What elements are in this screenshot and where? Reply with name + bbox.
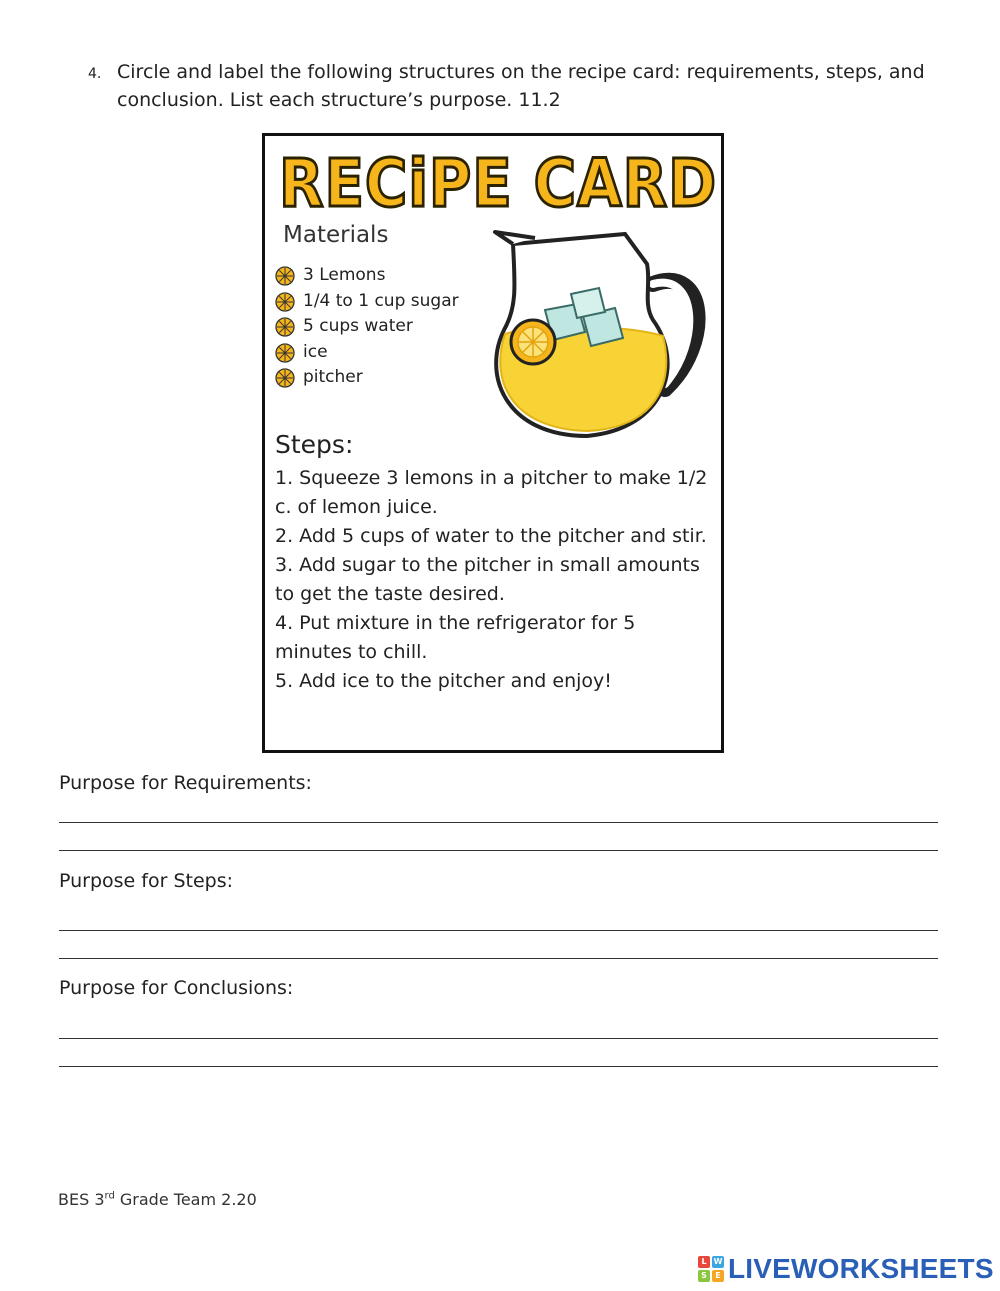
material-label: 3 Lemons: [303, 265, 386, 285]
step-item: 2. Add 5 cups of water to the pitcher and stir.: [275, 525, 707, 547]
recipe-card-title-text: RECiPE CARD: [279, 145, 717, 222]
materials-list: [273, 263, 459, 391]
step-item: 5. Add ice to the pitcher and enjoy!: [275, 670, 612, 692]
steps-heading: Steps:: [275, 430, 354, 459]
liveworksheets-logo-icon: [698, 1256, 724, 1282]
material-label: 5 cups water: [303, 316, 413, 336]
recipe-card-title: [273, 140, 723, 222]
footer-team-suffix: Grade Team 2.20: [114, 1190, 257, 1209]
step-item: 1. Squeeze 3 lemons in a pitcher to make 1/2 c. of lemon juice.: [275, 467, 708, 518]
material-item: [273, 289, 459, 315]
step-item: 3. Add sugar to the pitcher in small amounts to get the taste desired.: [275, 554, 700, 605]
question-4: [88, 58, 968, 114]
prompt-requirements: Purpose for Requirements:: [59, 772, 312, 794]
steps-list: [275, 464, 715, 696]
prompt-steps: Purpose for Steps:: [59, 870, 234, 892]
step-item: 4. Put mixture in the refrigerator for 5 minutes to chill.: [275, 612, 636, 663]
answer-line-steps-2[interactable]: [59, 958, 938, 959]
lemon-slice-icon: [275, 343, 295, 363]
materials-heading: Materials: [283, 222, 389, 248]
recipe-card: [262, 133, 724, 753]
answer-line-requirements-1[interactable]: [59, 822, 938, 823]
answer-line-requirements-2[interactable]: [59, 850, 938, 851]
footer-team-prefix: BES 3: [58, 1190, 105, 1209]
logo-tile: W: [713, 1257, 723, 1266]
logo-tile: S: [698, 1270, 710, 1282]
lemon-slice-icon: [275, 292, 295, 312]
material-label: 1/4 to 1 cup sugar: [303, 290, 459, 311]
lemon-slice-icon: [275, 368, 295, 388]
question-text: Circle and label the following structures on the recipe card: requirements, steps, and conclusion. List each structure’s purpose. 11.2: [117, 61, 925, 111]
lemon-slice-icon: [275, 266, 295, 286]
material-label: pitcher: [303, 367, 363, 387]
lemonade-pitcher-illustration: [475, 224, 705, 452]
answer-line-conclusions-1[interactable]: [59, 1038, 938, 1039]
liveworksheets-logo-text: LIVEWORKSHEETS: [728, 1253, 994, 1284]
footer-credit: [58, 1190, 257, 1209]
material-item: [273, 263, 459, 289]
liveworksheets-logo[interactable]: [698, 1254, 994, 1284]
lemon-slice-icon: [275, 317, 295, 337]
answer-line-conclusions-2[interactable]: [59, 1066, 938, 1067]
material-item: [273, 340, 459, 366]
footer-team-sup: rd: [104, 1190, 115, 1202]
prompt-conclusions: Purpose for Conclusions:: [59, 977, 294, 999]
material-item: [273, 314, 459, 340]
logo-tile: L: [698, 1256, 710, 1268]
logo-tile: E: [712, 1270, 724, 1282]
material-item: [273, 365, 459, 391]
answer-line-steps-1[interactable]: [59, 930, 938, 931]
question-number: 4.: [88, 66, 102, 82]
material-label: ice: [303, 341, 328, 362]
